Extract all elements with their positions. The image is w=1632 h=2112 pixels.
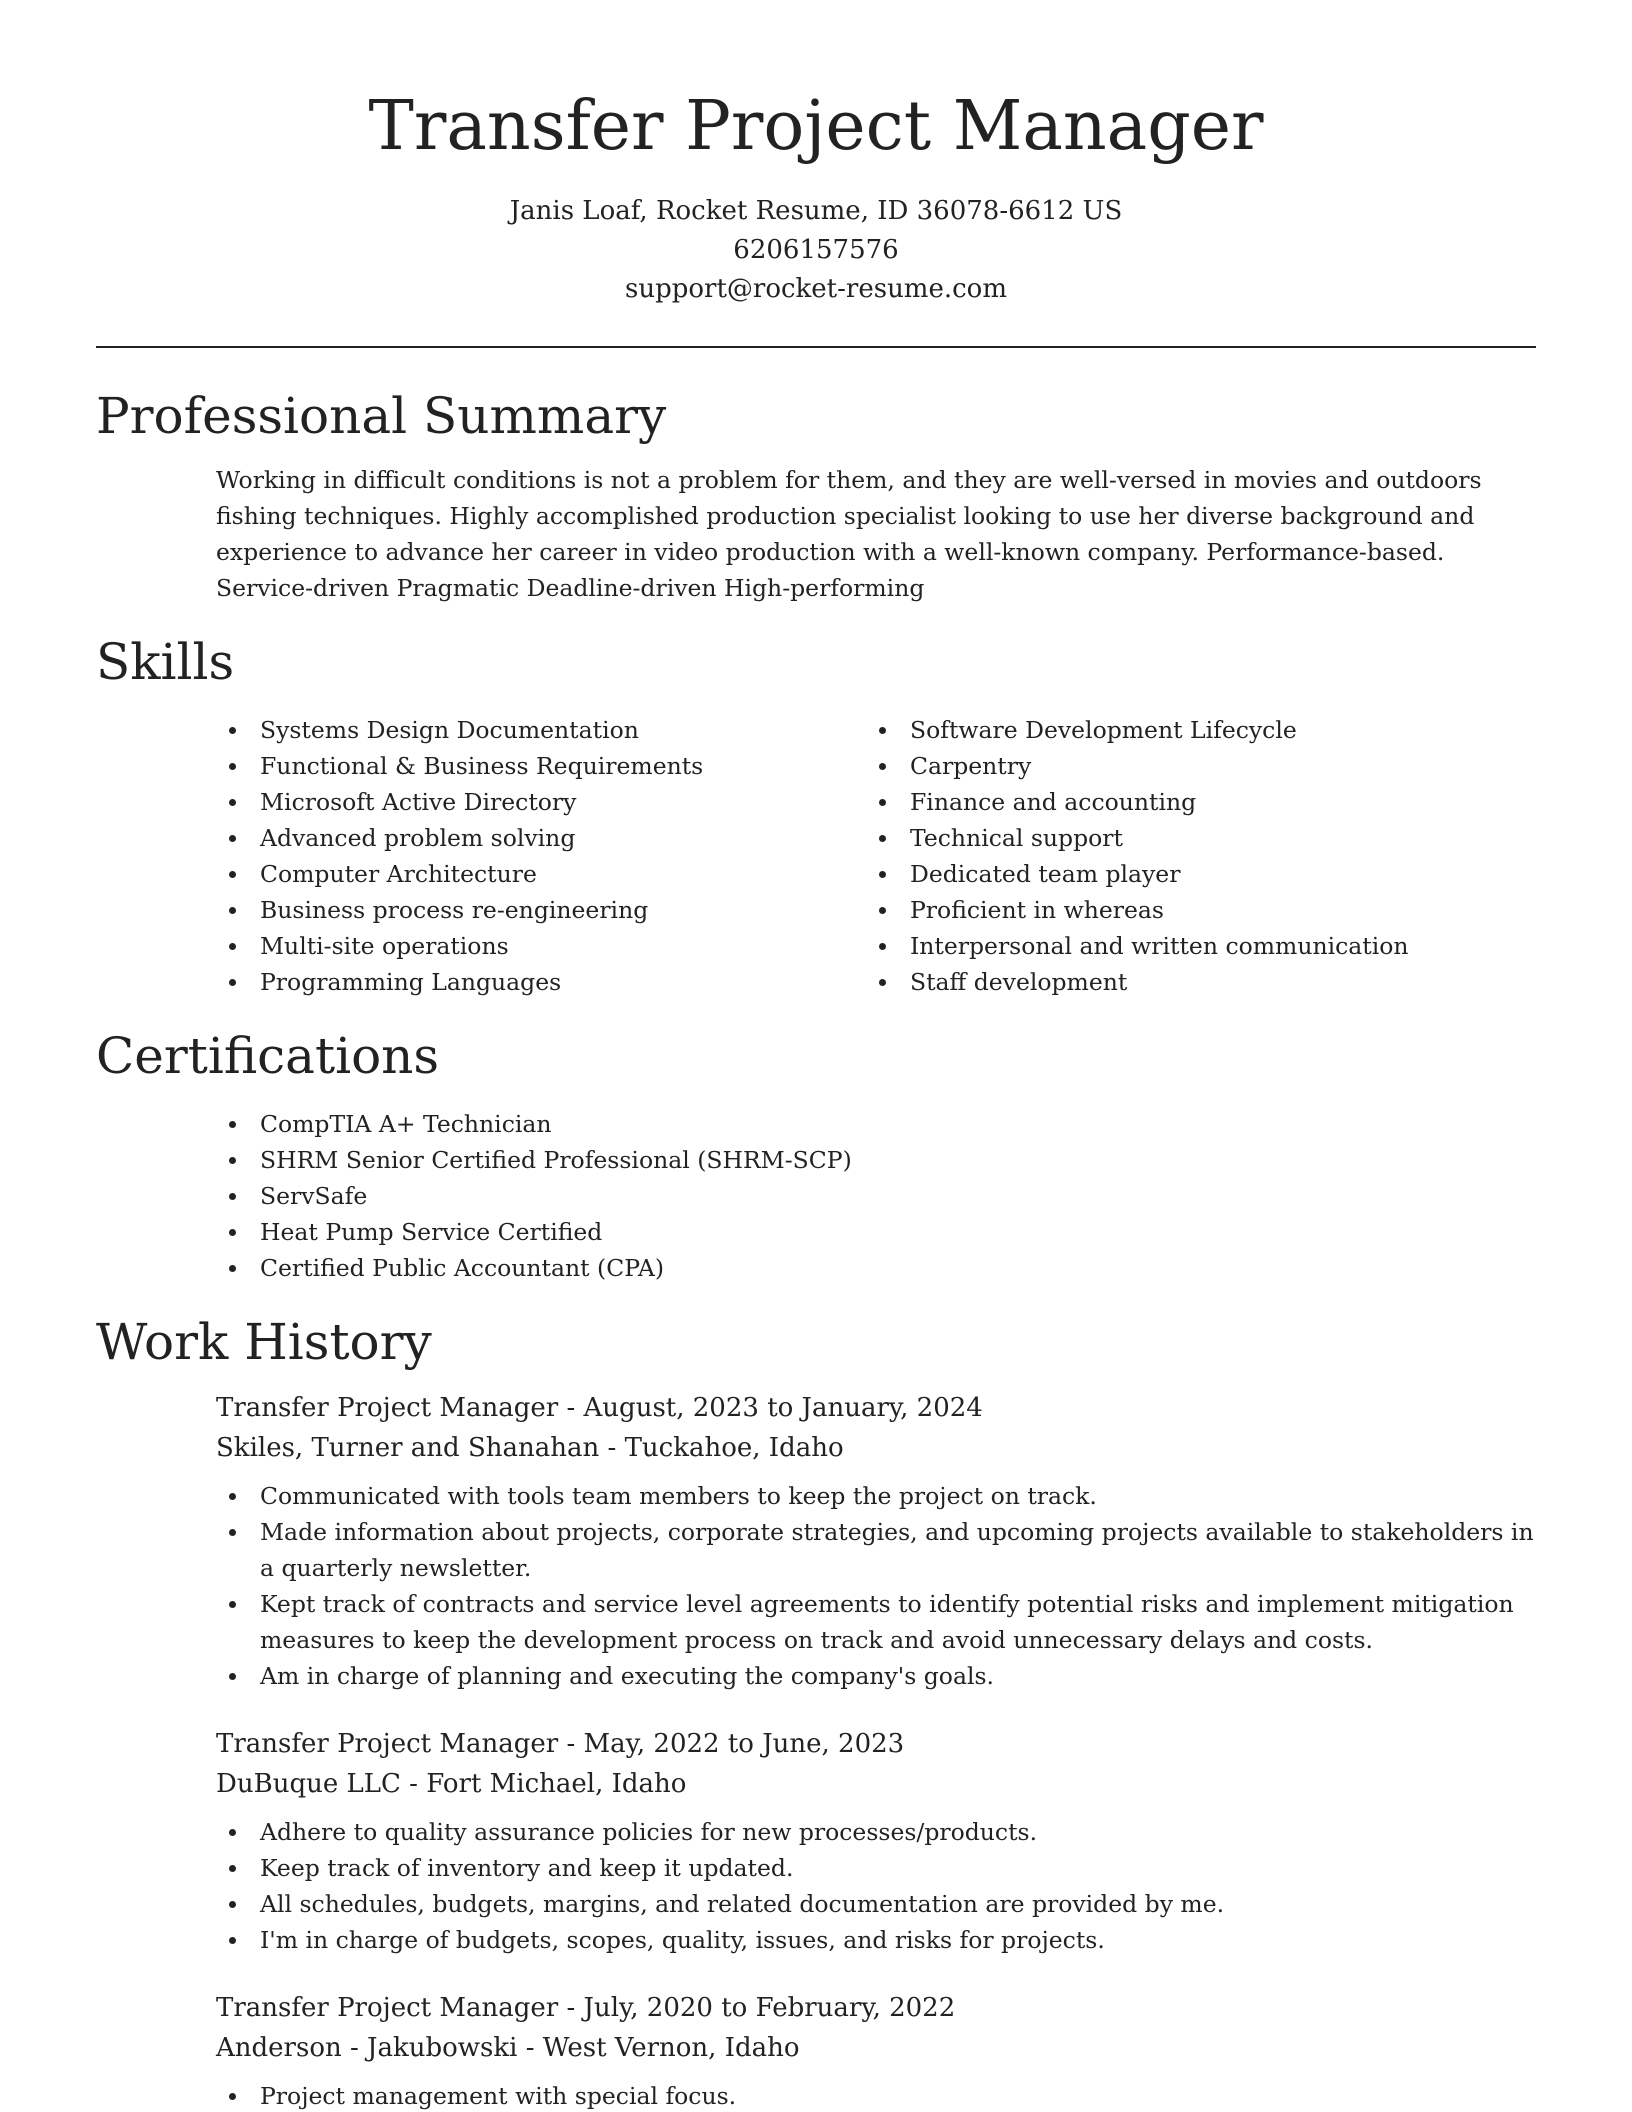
skill-item: Systems Design Documentation [216,712,866,748]
header-divider [96,346,1536,348]
skill-item: Staff development [866,964,1516,1000]
job-separator: - [558,1729,584,1759]
contact-email: support@rocket-resume.com [624,274,1007,304]
job-bullet: I'm in charge of budgets, scopes, quality, issues, and risks for projects. [216,1922,1536,1958]
certifications-list [216,1106,1536,1286]
skills-heading: Skills [96,633,235,691]
resume-header [0,0,1632,309]
job-title-line [216,1724,1536,1764]
certification-item: CompTIA A+ Technician [216,1106,1536,1142]
skill-item: Software Development Lifecycle [866,712,1516,748]
skill-item: Interpersonal and written communication [866,928,1516,964]
page-title: Transfer Project Manager [368,87,1264,166]
job-bullet: Made information about projects, corporate strategies, and upcoming projects available to stakeholders in a quarterly newsletter. [216,1514,1536,1586]
skill-item: Proficient in whereas [866,892,1516,928]
job-bullet: Keep track of inventory and keep it updated. [216,1850,1536,1886]
certifications-heading: Certifications [96,1027,440,1085]
skill-item: Computer Architecture [216,856,866,892]
job-separator: - [599,1433,625,1463]
skill-item: Advanced problem solving [216,820,866,856]
certification-item: ServSafe [216,1178,1536,1214]
certification-item: Certified Public Accountant (CPA) [216,1250,1536,1286]
job-company: DuBuque LLC [216,1769,401,1799]
job-title-line [216,1388,1536,1428]
skill-item: Multi-site operations [216,928,866,964]
job-company: Anderson - Jakubowski [216,2033,518,2063]
job-bullet: Project management with special focus. [216,2078,1536,2112]
job-bullet: Am in charge of planning and executing the company's goals. [216,1658,1536,1694]
skills-list-left [216,712,866,1000]
job-location: Fort Michael, Idaho [426,1769,687,1799]
job-entry [216,1724,1536,1958]
skill-item: Functional & Business Requirements [216,748,866,784]
job-bullet: All schedules, budgets, margins, and related documentation are provided by me. [216,1886,1536,1922]
skills-list-right [866,712,1516,1000]
skill-item: Finance and accounting [866,784,1516,820]
job-bullet: Communicated with tools team members to keep the project on track. [216,1478,1536,1514]
job-company-line [216,1428,1536,1468]
certification-item: SHRM Senior Certified Professional (SHRM-SCP) [216,1142,1536,1178]
job-bullets [216,2078,1536,2112]
job-dates: May, 2022 to June, 2023 [583,1729,905,1759]
work-history-heading: Work History [96,1313,432,1371]
skills-columns [216,712,1536,1000]
job-location: West Vernon, Idaho [542,2033,800,2063]
contact-phone: 6206157576 [733,235,899,265]
job-location: Tuckahoe, Idaho [624,1433,844,1463]
contact-address: Janis Loaf, Rocket Resume, ID 36078-6612 US [509,196,1123,226]
job-dates: July, 2020 to February, 2022 [583,1993,956,2023]
job-entry [216,1988,1536,2112]
job-bullets [216,1478,1536,1694]
job-company-line [216,1764,1536,1804]
job-title: Transfer Project Manager [216,1729,559,1759]
skill-item: Dedicated team player [866,856,1516,892]
job-company-line [216,2028,1536,2068]
job-bullet: Adhere to quality assurance policies for new processes/products. [216,1814,1536,1850]
job-title: Transfer Project Manager [216,1393,559,1423]
summary-heading: Professional Summary [96,387,667,445]
job-title-line [216,1988,1536,2028]
job-bullets [216,1814,1536,1958]
job-company: Skiles, Turner and Shanahan [216,1433,600,1463]
job-separator: - [400,1769,427,1799]
job-title: Transfer Project Manager [216,1993,559,2023]
job-separator: - [517,2033,543,2063]
job-bullet: Kept track of contracts and service level agreements to identify potential risks and implement mitigation measures to keep the development process on track and avoid unnecessary delays and costs. [216,1586,1536,1658]
skill-item: Technical support [866,820,1516,856]
skill-item: Carpentry [866,748,1516,784]
job-separator: - [558,1393,584,1423]
job-separator: - [558,1993,584,2023]
contact-block [0,192,1632,309]
job-entry [216,1388,1536,1694]
summary-text: Working in difficult conditions is not a problem for them, and they are well-versed in movies and outdoors fishing techniques. Highly accomplished production specialist looking to use her diverse background and experience to advance her career in video production with a well-known company. Performance-based. Service-driven Pragmatic Deadline-driven High-performing [216,466,1482,602]
skill-item: Microsoft Active Directory [216,784,866,820]
skill-item: Business process re-engineering [216,892,866,928]
skill-item: Programming Languages [216,964,866,1000]
certification-item: Heat Pump Service Certified [216,1214,1536,1250]
job-dates: August, 2023 to January, 2024 [583,1393,983,1423]
